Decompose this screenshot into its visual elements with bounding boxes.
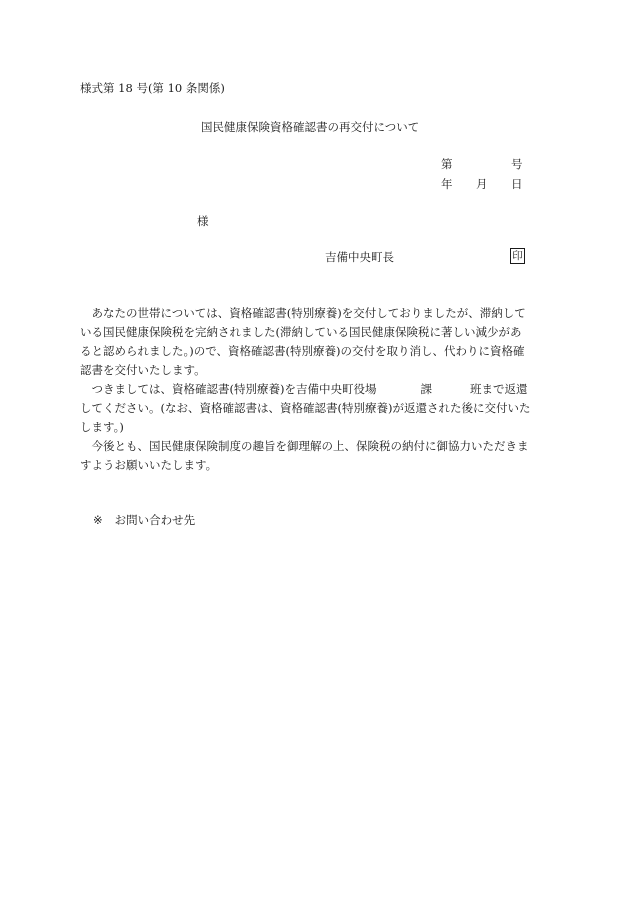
paragraph-line: 認書を交付いたします。 [80,363,206,377]
letter-body [80,304,550,475]
form-number: 様式第 18 号(第 10 条関係) [80,81,225,95]
document-title: 国民健康保険資格確認書の再交付について [201,120,420,134]
section-suffix: 班まで返還 [469,382,528,396]
paragraph-line: いる国民健康保険税を完納されました(滞納している国民健康保険税に著しい減少があ [80,325,522,339]
addressee-suffix: 様 [197,214,209,228]
date-year: 年 [441,177,453,191]
seal-mark: 印 [510,248,525,264]
paragraph-1 [80,304,550,380]
paragraph-line: します。) [80,420,124,434]
paragraph-line: してください。(なお、資格確認書は、資格確認書(特別療養)が返還された後に交付いた [80,401,531,415]
return-instruction: つきましては、資格確認書(特別療養)を吉備中央町役場 [91,382,377,396]
date-month: 月 [476,177,488,191]
paragraph-3 [80,437,550,475]
paragraph-line: すようお願いいたします。 [80,458,218,472]
issuer-name: 吉備中央町長 [325,250,394,264]
department-suffix: 課 [420,382,432,396]
paragraph-line [80,380,550,399]
paragraph-line: ると認められました。)ので、資格確認書(特別療養)の交付を取り消し、代わりに資格確 [80,344,525,358]
reference-mark-icon: ※ [93,513,103,527]
inquiry-label: お問い合わせ先 [114,513,196,527]
inquiry-contact [93,513,195,527]
paragraph-line: 今後とも、国民健康保険制度の趣旨を御理解の上、保険税の納付に御協力いただきま [91,439,529,453]
paragraph-2 [80,380,550,437]
date-day: 日 [511,177,523,191]
paragraph-line: あなたの世帯については、資格確認書(特別療養)を交付しておりましたが、滞納して [91,306,526,320]
document-number-prefix: 第 [441,157,453,171]
document-number-suffix: 号 [511,157,523,171]
